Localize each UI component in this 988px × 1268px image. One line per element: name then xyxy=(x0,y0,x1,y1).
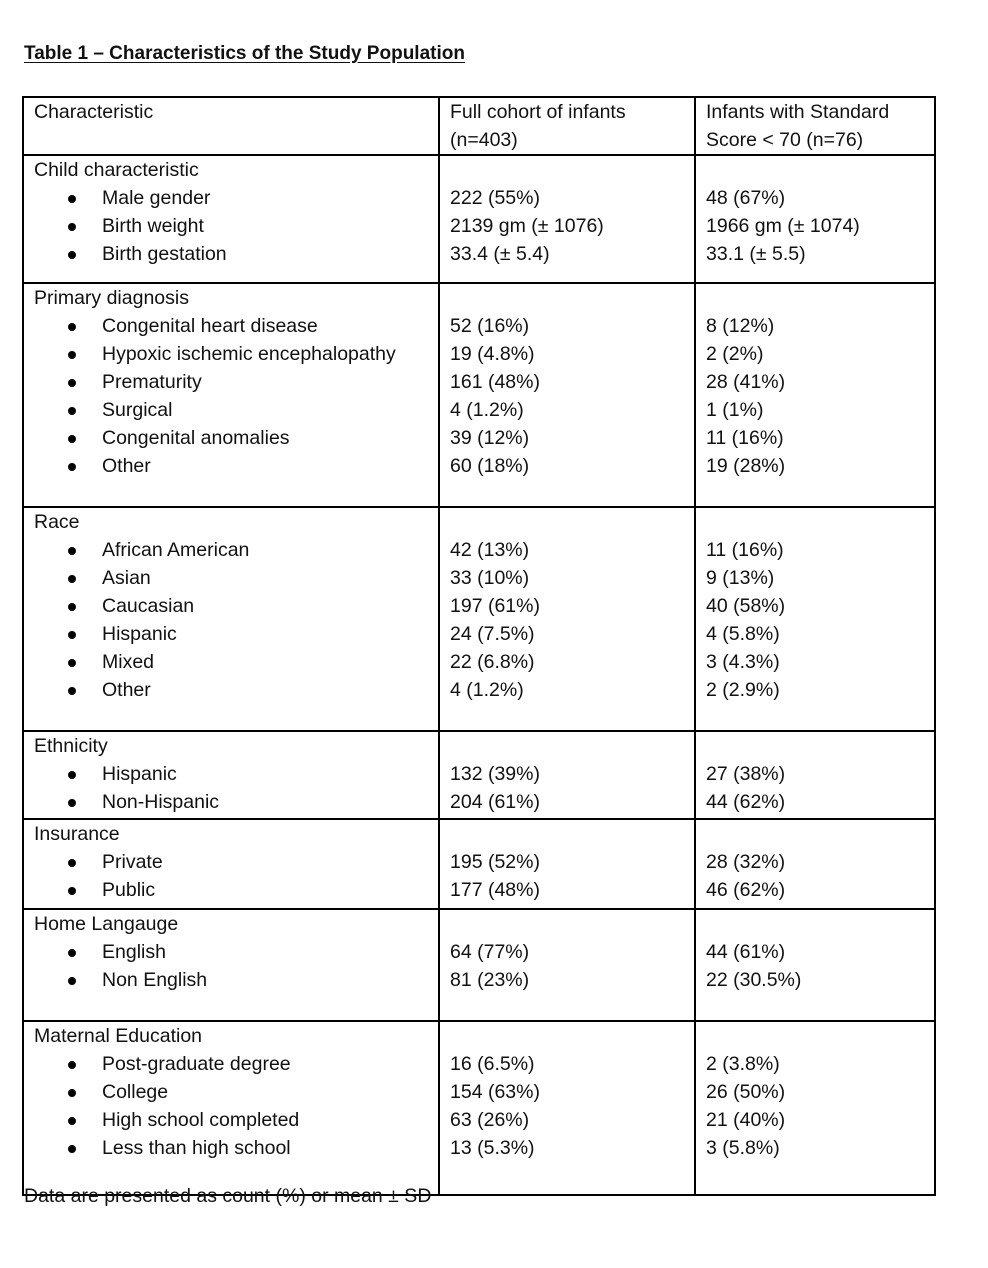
full-cohort-value: 42 (13%) xyxy=(450,539,530,561)
low-score-cell xyxy=(695,507,935,731)
list-item xyxy=(34,788,430,816)
full-cohort-value: 2139 gm (± 1076) xyxy=(450,215,604,237)
low-score-value: 2 (2.9%) xyxy=(706,679,780,701)
spacer-line xyxy=(450,732,686,760)
bullet-icon xyxy=(68,195,76,203)
low-score-value: 44 (62%) xyxy=(706,791,786,813)
list-item-label: Non English xyxy=(102,969,208,991)
characteristics-table-wrapper xyxy=(22,96,936,1196)
low-score-value: 28 (41%) xyxy=(706,371,786,393)
full-cohort-value: 33.4 (± 5.4) xyxy=(450,243,550,265)
section-label: Maternal Education xyxy=(34,1025,203,1047)
table-footnote: Data are presented as count (%) or mean ± SD xyxy=(24,1185,432,1207)
header-low-score xyxy=(695,97,935,155)
list-item xyxy=(34,452,430,480)
bullet-icon xyxy=(68,887,76,895)
list-item-label: Hispanic xyxy=(102,623,177,645)
list-item xyxy=(34,536,430,564)
low-score-value: 27 (38%) xyxy=(706,763,786,785)
bullet-icon xyxy=(68,1089,76,1097)
list-item-label: Non-Hispanic xyxy=(102,791,220,813)
full-cohort-cell xyxy=(439,909,695,1021)
full-cohort-value: 81 (23%) xyxy=(450,969,530,991)
low-score-value: 26 (50%) xyxy=(706,1081,786,1103)
list-item xyxy=(34,966,430,994)
full-cohort-value: 33 (10%) xyxy=(450,567,530,589)
list-item-label: Caucasian xyxy=(102,595,195,617)
bullet-icon xyxy=(68,1061,76,1069)
header-full-cohort xyxy=(439,97,695,155)
list-item xyxy=(34,1050,430,1078)
section-label: Ethnicity xyxy=(34,735,108,757)
low-score-value: 1966 gm (± 1074) xyxy=(706,215,860,237)
characteristic-cell xyxy=(23,507,439,731)
bullet-icon xyxy=(68,603,76,611)
list-item xyxy=(34,368,430,396)
list-item xyxy=(34,938,430,966)
list-item-label: Asian xyxy=(102,567,151,589)
list-item-label: English xyxy=(102,941,166,963)
spacer-line xyxy=(706,820,926,848)
list-item xyxy=(34,1106,430,1134)
bullet-icon xyxy=(68,407,76,415)
list-item xyxy=(34,760,430,788)
section-row xyxy=(23,283,935,507)
bullet-icon xyxy=(68,463,76,471)
list-item-label: Post-graduate degree xyxy=(102,1053,291,1075)
spacer-line xyxy=(706,284,926,312)
bullet-icon xyxy=(68,435,76,443)
bullet-icon xyxy=(68,659,76,667)
full-cohort-value: 16 (6.5%) xyxy=(450,1053,535,1075)
bullet-icon xyxy=(68,575,76,583)
list-item-label: Birth weight xyxy=(102,215,204,237)
header-low-score-line-2: Score < 70 (n=76) xyxy=(706,129,864,151)
low-score-value: 48 (67%) xyxy=(706,187,786,209)
list-item xyxy=(34,648,430,676)
list-item-label: Private xyxy=(102,851,163,873)
low-score-cell xyxy=(695,283,935,507)
section-row xyxy=(23,155,935,283)
bullet-icon xyxy=(68,687,76,695)
bullet-icon xyxy=(68,949,76,957)
low-score-value: 22 (30.5%) xyxy=(706,969,802,991)
low-score-value: 40 (58%) xyxy=(706,595,786,617)
full-cohort-value: 197 (61%) xyxy=(450,595,540,617)
full-cohort-value: 22 (6.8%) xyxy=(450,651,535,673)
low-score-value: 28 (32%) xyxy=(706,851,786,873)
section-label: Primary diagnosis xyxy=(34,287,189,309)
section-label: Home Langauge xyxy=(34,913,179,935)
characteristic-cell xyxy=(23,731,439,819)
bullet-icon xyxy=(68,1117,76,1125)
low-score-cell xyxy=(695,155,935,283)
full-cohort-value: 177 (48%) xyxy=(450,879,540,901)
low-score-value: 2 (3.8%) xyxy=(706,1053,780,1075)
list-item xyxy=(34,676,430,704)
list-item-label: Surgical xyxy=(102,399,173,421)
list-item xyxy=(34,340,430,368)
bullet-icon xyxy=(68,859,76,867)
full-cohort-value: 4 (1.2%) xyxy=(450,399,524,421)
full-cohort-value: 39 (12%) xyxy=(450,427,530,449)
low-score-value: 4 (5.8%) xyxy=(706,623,780,645)
bullet-icon xyxy=(68,251,76,259)
list-item-label: College xyxy=(102,1081,169,1103)
full-cohort-cell xyxy=(439,1021,695,1195)
characteristic-cell xyxy=(23,283,439,507)
low-score-value: 46 (62%) xyxy=(706,879,786,901)
full-cohort-value: 64 (77%) xyxy=(450,941,530,963)
low-score-value: 2 (2%) xyxy=(706,343,764,365)
list-item-label: African American xyxy=(102,539,250,561)
low-score-value: 3 (4.3%) xyxy=(706,651,780,673)
full-cohort-value: 161 (48%) xyxy=(450,371,540,393)
section-label: Child characteristic xyxy=(34,159,199,181)
section-row xyxy=(23,507,935,731)
low-score-cell xyxy=(695,731,935,819)
list-item xyxy=(34,1078,430,1106)
full-cohort-value: 195 (52%) xyxy=(450,851,540,873)
spacer-line xyxy=(450,820,686,848)
header-characteristic-label: Characteristic xyxy=(34,101,154,123)
full-cohort-cell xyxy=(439,731,695,819)
bullet-icon xyxy=(68,977,76,985)
list-item xyxy=(34,184,430,212)
list-item-label: High school completed xyxy=(102,1109,300,1131)
full-cohort-cell xyxy=(439,283,695,507)
bullet-icon xyxy=(68,379,76,387)
full-cohort-cell xyxy=(439,155,695,283)
full-cohort-value: 204 (61%) xyxy=(450,791,540,813)
list-item xyxy=(34,240,430,268)
list-item xyxy=(34,424,430,452)
header-full-cohort-line-1: Full cohort of infants xyxy=(450,101,626,123)
list-item xyxy=(34,312,430,340)
characteristic-cell xyxy=(23,1021,439,1195)
full-cohort-value: 52 (16%) xyxy=(450,315,530,337)
low-score-value: 8 (12%) xyxy=(706,315,775,337)
bullet-icon xyxy=(68,631,76,639)
list-item xyxy=(34,592,430,620)
characteristic-cell xyxy=(23,155,439,283)
list-item-label: Congenital heart disease xyxy=(102,315,318,337)
full-cohort-value: 63 (26%) xyxy=(450,1109,530,1131)
full-cohort-value: 132 (39%) xyxy=(450,763,540,785)
list-item-label: Hispanic xyxy=(102,763,177,785)
table-title: Table 1 – Characteristics of the Study Population xyxy=(24,43,465,64)
spacer-line xyxy=(706,910,926,938)
low-score-value: 1 (1%) xyxy=(706,399,764,421)
list-item xyxy=(34,212,430,240)
characteristic-cell xyxy=(23,909,439,1021)
low-score-value: 11 (16%) xyxy=(706,539,784,561)
full-cohort-value: 4 (1.2%) xyxy=(450,679,524,701)
spacer-line xyxy=(706,508,926,536)
low-score-value: 44 (61%) xyxy=(706,941,786,963)
spacer-line xyxy=(450,508,686,536)
full-cohort-cell xyxy=(439,507,695,731)
header-low-score-line-1: Infants with Standard xyxy=(706,101,890,123)
characteristic-cell xyxy=(23,819,439,909)
bullet-icon xyxy=(68,1145,76,1153)
spacer-line xyxy=(706,156,926,184)
low-score-value: 33.1 (± 5.5) xyxy=(706,243,806,265)
bullet-icon xyxy=(68,323,76,331)
spacer-line xyxy=(706,1022,926,1050)
list-item-label: Other xyxy=(102,455,151,477)
full-cohort-value: 60 (18%) xyxy=(450,455,530,477)
header-row xyxy=(23,97,935,155)
bullet-icon xyxy=(68,547,76,555)
low-score-cell xyxy=(695,819,935,909)
bullet-icon xyxy=(68,799,76,807)
full-cohort-cell xyxy=(439,819,695,909)
list-item xyxy=(34,876,430,904)
bullet-icon xyxy=(68,351,76,359)
bullet-icon xyxy=(68,771,76,779)
list-item-label: Other xyxy=(102,679,151,701)
full-cohort-value: 222 (55%) xyxy=(450,187,540,209)
list-item-label: Mixed xyxy=(102,651,155,673)
list-item-label: Prematurity xyxy=(102,371,202,393)
header-characteristic xyxy=(23,97,439,155)
section-label: Insurance xyxy=(34,823,120,845)
full-cohort-value: 19 (4.8%) xyxy=(450,343,535,365)
list-item xyxy=(34,620,430,648)
characteristics-table xyxy=(22,96,936,1196)
list-item xyxy=(34,564,430,592)
spacer-line xyxy=(450,910,686,938)
list-item-label: Male gender xyxy=(102,187,211,209)
low-score-value: 9 (13%) xyxy=(706,567,775,589)
full-cohort-value: 13 (5.3%) xyxy=(450,1137,535,1159)
low-score-value: 11 (16%) xyxy=(706,427,784,449)
list-item-label: Less than high school xyxy=(102,1137,291,1159)
list-item-label: Public xyxy=(102,879,156,901)
spacer-line xyxy=(450,1022,686,1050)
bullet-icon xyxy=(68,223,76,231)
low-score-value: 21 (40%) xyxy=(706,1109,786,1131)
section-row xyxy=(23,1021,935,1195)
spacer-line xyxy=(706,732,926,760)
section-row xyxy=(23,819,935,909)
list-item xyxy=(34,1134,430,1162)
section-label: Race xyxy=(34,511,80,533)
header-full-cohort-line-2: (n=403) xyxy=(450,129,518,151)
spacer-line xyxy=(450,284,686,312)
low-score-value: 3 (5.8%) xyxy=(706,1137,780,1159)
low-score-cell xyxy=(695,909,935,1021)
low-score-value: 19 (28%) xyxy=(706,455,786,477)
list-item-label: Birth gestation xyxy=(102,243,227,265)
section-row xyxy=(23,909,935,1021)
full-cohort-value: 24 (7.5%) xyxy=(450,623,535,645)
list-item xyxy=(34,848,430,876)
spacer-line xyxy=(450,156,686,184)
low-score-cell xyxy=(695,1021,935,1195)
list-item-label: Congenital anomalies xyxy=(102,427,290,449)
full-cohort-value: 154 (63%) xyxy=(450,1081,540,1103)
section-row xyxy=(23,731,935,819)
list-item-label: Hypoxic ischemic encephalopathy xyxy=(102,343,396,365)
list-item xyxy=(34,396,430,424)
